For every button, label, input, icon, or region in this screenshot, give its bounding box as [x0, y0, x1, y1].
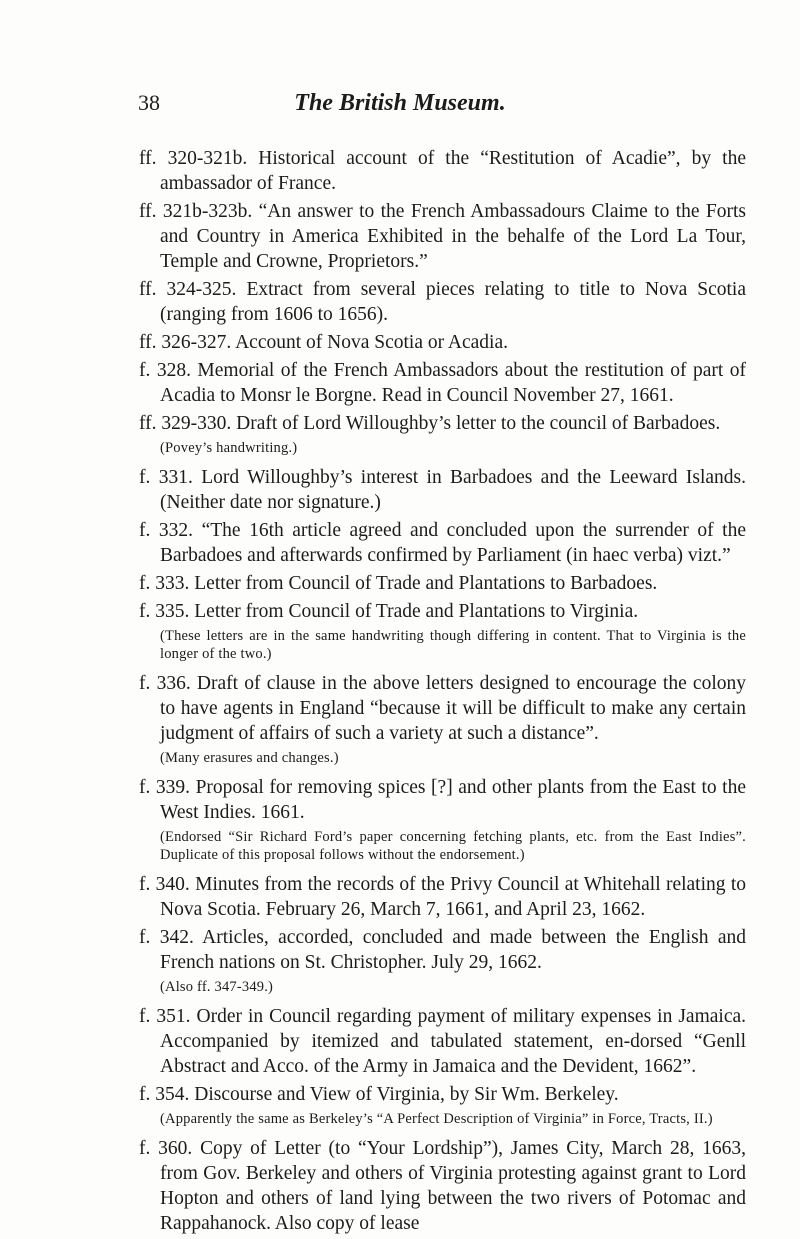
entry-note: (Also ff. 347-349.)	[160, 979, 274, 995]
catalogue-entry	[139, 199, 746, 274]
folio-reference: ff. 329-330.	[139, 413, 232, 434]
entry-description: Extract from several pieces relating to title to Nova Scotia (ranging from 1606 to 1656).	[160, 279, 746, 325]
folio-reference: f. 331.	[139, 467, 193, 488]
entry-description: Letter from Council of Trade and Plantations to Barbadoes.	[194, 573, 658, 594]
folio-reference: f. 354.	[139, 1084, 190, 1105]
running-title: The British Museum.	[294, 90, 506, 116]
folio-reference: f. 342.	[139, 927, 194, 948]
catalogue-entry	[139, 872, 746, 922]
catalogue-entry	[139, 1004, 746, 1079]
folio-reference: ff. 320-321b.	[139, 148, 248, 169]
catalogue-entry	[139, 599, 746, 624]
entry-note: (Many erasures and changes.)	[160, 750, 339, 766]
folio-reference: f. 335.	[139, 601, 190, 622]
page-number: 38	[138, 90, 160, 115]
folio-reference: ff. 321b-323b.	[139, 201, 253, 222]
folio-reference: f. 360.	[139, 1138, 193, 1159]
entry-description: Letter from Council of Trade and Plantations to Virginia.	[194, 601, 639, 622]
entry-description: Discourse and View of Virginia, by Sir Wm. Berkeley.	[194, 1084, 619, 1105]
folio-reference: ff. 324-325.	[139, 279, 237, 300]
entry-description: Order in Council regarding payment of military expenses in Jamaica. Accompanied by itemized and tabulated statement, en-dorsed “Genll Abstract and Acco. of the Army in Jamaica and the Devident, 1662”.	[160, 1006, 747, 1077]
entry-description: Memorial of the French Ambassadors about the restitution of part of Acadia to Monsr le Borgne. Read in Council November 27, 1661.	[160, 360, 747, 406]
entry-description: Proposal for removing spices [?] and other plants from the East to the West Indies. 1661.	[160, 777, 746, 823]
entry-description: Historical account of the “Restitution of Acadie”, by the ambassador of France.	[160, 148, 746, 194]
catalogue-entry	[139, 146, 746, 196]
entry-description: Minutes from the records of the Privy Council at Whitehall relating to Nova Scotia. February 26, March 7, 1661, and April 23, 1662.	[160, 874, 746, 920]
catalogue-entry	[139, 775, 746, 825]
folio-reference: f. 351.	[139, 1006, 191, 1027]
folio-reference: ff. 326-327.	[139, 332, 232, 353]
entry-note: (Apparently the same as Berkeley’s “A Perfect Description of Virginia” in Force, Tracts, II.)	[160, 1111, 713, 1127]
entry-description: Copy of Letter (to “Your Lordship”), James City, March 28, 1663, from Gov. Berkeley and others of Virginia protesting against grant to Lord Hopton and others of land lying between the two rivers of Potomac and Rappahanock. Also copy of lease	[160, 1138, 746, 1234]
entry-description: Draft of clause in the above letters designed to encourage the colony to have agents in England “because it will be difficult to make any certain judgment of affairs of such a variety at such a distance”.	[160, 673, 747, 744]
entry-description: Account of Nova Scotia or Acadia.	[235, 332, 508, 353]
folio-reference: f. 339.	[139, 777, 191, 798]
catalogue-entry	[139, 925, 746, 975]
entry-note: (Endorsed “Sir Richard Ford’s paper concerning fetching plants, etc. from the East Indies”. Duplicate of this proposal follows without the endorsement.)	[160, 829, 746, 863]
catalogue-entry	[139, 1136, 746, 1236]
catalogue-entry	[139, 1082, 746, 1107]
catalogue-entry	[139, 358, 746, 408]
folio-reference: f. 340.	[139, 874, 190, 895]
entry-description: Articles, accorded, concluded and made between the English and French nations on St. Christopher. July 29, 1662.	[160, 927, 746, 973]
entry-description: “An answer to the French Ambassadours Claime to the Forts and Country in America Exhibited in the behalfe of the Lord La Tour, Temple and Crowne, Proprietors.”	[160, 201, 747, 272]
entry-description: Lord Willoughby’s interest in Barbadoes and the Leeward Islands. (Neither date nor signature.)	[160, 467, 747, 513]
entry-note: (These letters are in the same handwriting though differing in content. That to Virginia is the longer of the two.)	[160, 628, 746, 662]
folio-reference: f. 328.	[139, 360, 191, 381]
entry-note: (Povey’s handwriting.)	[160, 440, 298, 456]
catalogue-entry	[139, 518, 746, 568]
catalogue-entry	[139, 571, 746, 596]
catalogue-entry	[139, 671, 746, 746]
catalogue-entry	[139, 465, 746, 515]
catalogue-entries	[139, 146, 746, 1239]
catalogue-entry	[139, 411, 746, 436]
catalogue-entry	[139, 277, 746, 327]
folio-reference: f. 332.	[139, 520, 194, 541]
folio-reference: f. 333.	[139, 573, 190, 594]
folio-reference: f. 336.	[139, 673, 191, 694]
catalogue-entry	[139, 330, 746, 355]
entry-description: Draft of Lord Willoughby’s letter to the council of Barbadoes.	[236, 413, 721, 434]
page-header	[0, 84, 800, 124]
entry-description: “The 16th article agreed and concluded upon the surrender of the Barbadoes and afterwards confirmed by Parliament (in haec verba) vizt.”	[160, 520, 746, 566]
